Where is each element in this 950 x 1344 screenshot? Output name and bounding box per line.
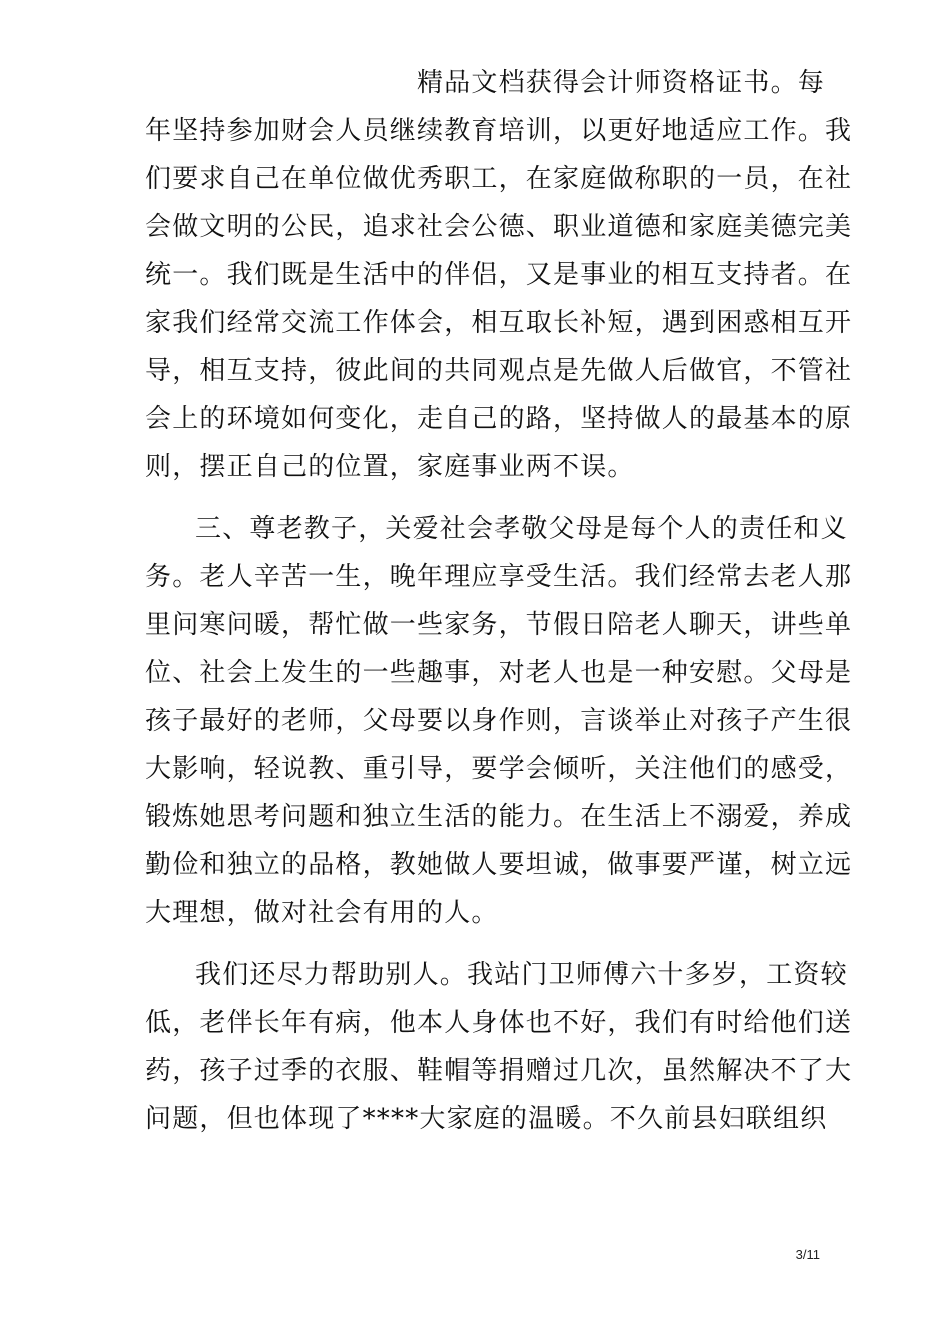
text-line: 问题，但也体现了****大家庭的温暖。不久前县妇联组织 [145,1104,828,1134]
text-line: 孩子最好的老师，父母要以身作则，言谈举止对孩子产生很 [145,706,853,736]
text-line: 会做文明的公民，追求社会公德、职业道德和家庭美德完美 [145,212,853,242]
text-line: 务。老人辛苦一生，晚年理应享受生活。我们经常去老人那 [145,562,853,592]
page-number: 3/11 [795,1247,820,1262]
text-line: 导，相互支持，彼此间的共同观点是先做人后做官，不管社 [145,356,853,386]
text-line: 会上的环境如何变化，走自己的路，坚持做人的最基本的原 [145,404,853,434]
text-line: 位、社会上发生的一些趣事，对老人也是一种安慰。父母是 [145,658,853,688]
paragraph-first-line: 三、尊老教子，关爱社会孝敬父母是每个人的责任和义 [195,514,848,544]
text-line: 大影响，轻说教、重引导，要学会倾听，关注他们的感受， [145,754,853,784]
text-line: 勤俭和独立的品格，教她做人要坦诚，做事要严谨，树立远 [145,850,853,880]
text-line: 大理想，做对社会有用的人。 [145,898,499,928]
paragraph-first-line: 我们还尽力帮助别人。我站门卫师傅六十多岁，工资较 [195,960,848,990]
text-line: 年坚持参加财会人员继续教育培训，以更好地适应工作。我 [145,116,853,146]
text-line: 锻炼她思考问题和独立生活的能力。在生活上不溺爱，养成 [145,802,853,832]
text-line: 药，孩子过季的衣服、鞋帽等捐赠过几次，虽然解决不了大 [145,1056,853,1086]
text-line: 精品文档获得会计师资格证书。每 [416,68,825,98]
text-line: 统一。我们既是生活中的伴侣，又是事业的相互支持者。在 [145,260,853,290]
text-line: 家我们经常交流工作体会，相互取长补短，遇到困惑相互开 [145,308,853,338]
text-line: 则，摆正自己的位置，家庭事业两不误。 [145,452,635,482]
text-line: 低，老伴长年有病，他本人身体也不好，我们有时给他们送 [145,1008,853,1038]
text-line: 们要求自己在单位做优秀职工，在家庭做称职的一员，在社 [145,164,853,194]
text-line: 里问寒问暖，帮忙做一些家务，节假日陪老人聊天，讲些单 [145,610,853,640]
